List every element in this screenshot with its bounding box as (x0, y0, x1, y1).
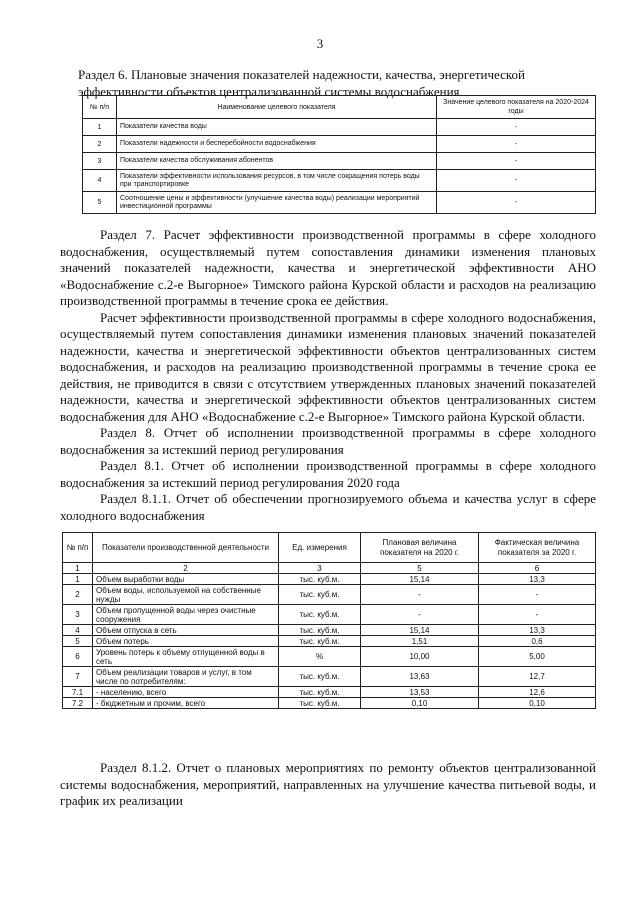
calculation-paragraph: Расчет эффективности производственной программы в сфере холодного водоснабжения, осуществляемый путем сопоставления динамики изменения плановых значений показателей надежности, качества и энергетической эффективности объектов централизованных систем водоснабжения, и расходов на реализацию производственной программы в течение срока ее действия, не приводится в связи с отсутствием утвержденных плановых значений показателей надежности, качества и энергетической эффективности объектов централизованных систем водоснабжения для АНО «Водоснабжение с.2-е Выгорное» Тимского района Курской области. (60, 309, 596, 424)
production-report-table (62, 532, 596, 709)
table-header-row (63, 533, 596, 563)
row-number: 1 (63, 574, 93, 585)
plan-value: 13,63 (361, 667, 479, 687)
table-row (83, 170, 596, 192)
indicator-name: Объем отпуска в сеть (93, 625, 279, 636)
indicator-value: - (437, 170, 596, 192)
plan-value: 0,10 (361, 698, 479, 709)
unit: тыс. куб.м. (279, 625, 361, 636)
table-row (63, 585, 596, 605)
row-number: 5 (83, 192, 117, 214)
indicator-name: Соотношение цены и эффективности (улучшение качества воды) реализации мероприятий инвестиционной программы (117, 192, 437, 214)
fact-value: - (479, 585, 596, 605)
plan-value: - (361, 605, 479, 625)
unit: % (279, 647, 361, 667)
table-row (63, 605, 596, 625)
indicator-value: - (437, 119, 596, 136)
table-row (63, 636, 596, 647)
indicator-name: Показатели качества обслуживания абонентов (117, 153, 437, 170)
section-8-1-2-block (60, 760, 596, 810)
indicator-name: - населению, всего (93, 687, 279, 698)
indicator-name: Уровень потерь к объему отпущенной воды в сеть (93, 647, 279, 667)
row-number: 3 (63, 605, 93, 625)
header-cell: Плановая величина показателя на 2020 г. (361, 533, 479, 563)
table-row (83, 136, 596, 153)
column-number: 3 (279, 563, 361, 574)
plan-value: 10,00 (361, 647, 479, 667)
row-number: 2 (63, 585, 93, 605)
plan-value: 13,53 (361, 687, 479, 698)
plan-value: 15,14 (361, 574, 479, 585)
header-cell: Наименование целевого показателя (117, 96, 437, 119)
unit: тыс. куб.м. (279, 585, 361, 605)
column-number: 2 (93, 563, 279, 574)
fact-value: 0,6 (479, 636, 596, 647)
unit: тыс. куб.м. (279, 605, 361, 625)
row-number: 4 (63, 625, 93, 636)
table-header-row (83, 96, 596, 119)
table-row (63, 574, 596, 585)
header-cell: Значение целевого показателя на 2020-2024 годы (437, 96, 596, 119)
header-cell: № п/п (63, 533, 93, 563)
plan-value: 1,51 (361, 636, 479, 647)
header-cell: Ед. измерения (279, 533, 361, 563)
unit: тыс. куб.м. (279, 574, 361, 585)
section-8-1-1-paragraph: Раздел 8.1.1. Отчет об обеспечении прогнозируемого объема и качества услуг в сфере холодного водоснабжения (60, 491, 596, 523)
header-cell: Показатели производственной деятельности (93, 533, 279, 563)
body-text (60, 227, 596, 524)
header-cell: № п/п (83, 96, 117, 119)
table-row (83, 119, 596, 136)
unit: тыс. куб.м. (279, 687, 361, 698)
section-8-paragraph: Раздел 8. Отчет об исполнении производственной программы в сфере холодного водоснабжения за истекший период регулирования (60, 425, 596, 457)
page-number: 3 (316, 36, 324, 51)
indicator-name: Объем пропущенной воды через очистные сооружения (93, 605, 279, 625)
fact-value: 13,3 (479, 574, 596, 585)
table-row (63, 698, 596, 709)
fact-value: - (479, 605, 596, 625)
target-indicators-table (82, 95, 596, 214)
row-number: 7.1 (63, 687, 93, 698)
row-number: 5 (63, 636, 93, 647)
row-number: 7.2 (63, 698, 93, 709)
section-6-heading: Раздел 6. Плановые значения показателей надежности, качества, энергетической эффективности объектов централизованной системы водоснабжения (78, 67, 526, 99)
section-8-1-paragraph: Раздел 8.1. Отчет об исполнении производственной программы в сфере холодного водоснабжения за истекший период регулирования 2020 года (60, 458, 596, 490)
fact-value: 0,10 (479, 698, 596, 709)
indicator-name: Показатели надежности и бесперебойности водоснабжения (117, 136, 437, 153)
table-row (63, 667, 596, 687)
indicator-value: - (437, 192, 596, 214)
column-number: 6 (479, 563, 596, 574)
indicator-value: - (437, 136, 596, 153)
indicator-name: Объем реализации товаров и услуг, в том числе по потребителям: (93, 667, 279, 687)
table-row (63, 687, 596, 698)
indicator-name: Объем воды, используемой на собственные нужды (93, 585, 279, 605)
column-number: 1 (63, 563, 93, 574)
fact-value: 5,00 (479, 647, 596, 667)
fact-value: 13,3 (479, 625, 596, 636)
indicator-name: Объем потерь (93, 636, 279, 647)
indicator-name: - бюджетным и прочим, всего (93, 698, 279, 709)
fact-value: 12,7 (479, 667, 596, 687)
indicator-name: Объем выработки воды (93, 574, 279, 585)
row-number: 3 (83, 153, 117, 170)
section-7-paragraph: Раздел 7. Расчет эффективности производственной программы в сфере холодного водоснабжения, осуществляемый путем сопоставления динамики изменения плановых значений показателей надежности, качества и энергетической эффективности АНО «Водоснабжение с.2-е Выгорное» Тимского района Курской области и расходов на реализацию производственной программы в течение срока ее действия. (60, 227, 596, 308)
row-number: 1 (83, 119, 117, 136)
row-number: 7 (63, 667, 93, 687)
row-number: 6 (63, 647, 93, 667)
plan-value: 15,14 (361, 625, 479, 636)
row-number: 2 (83, 136, 117, 153)
indicator-name: Показатели качества воды (117, 119, 437, 136)
unit: тыс. куб.м. (279, 667, 361, 687)
row-number: 4 (83, 170, 117, 192)
indicator-value: - (437, 153, 596, 170)
table-row (83, 192, 596, 214)
header-cell: Фактическая величина показателя за 2020 г. (479, 533, 596, 563)
unit: тыс. куб.м. (279, 698, 361, 709)
column-number-row (63, 563, 596, 574)
indicator-name: Показатели эффективности использования ресурсов, в том числе сокращения потерь воды при транспортировке (117, 170, 437, 192)
column-number: 5 (361, 563, 479, 574)
table-row (63, 625, 596, 636)
table-row (83, 153, 596, 170)
unit: тыс. куб.м. (279, 636, 361, 647)
table-row (63, 647, 596, 667)
plan-value: - (361, 585, 479, 605)
fact-value: 12,6 (479, 687, 596, 698)
section-8-1-2-paragraph: Раздел 8.1.2. Отчет о плановых мероприятиях по ремонту объектов централизованной системы водоснабжения, мероприятий, направленных на улучшение качества питьевой воды, и график их реализации (60, 760, 596, 808)
